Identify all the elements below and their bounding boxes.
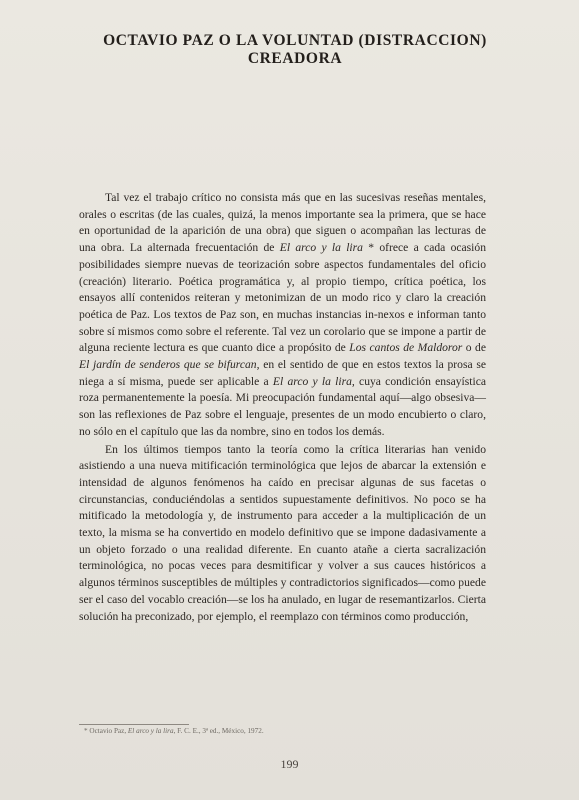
text-run: o de	[462, 341, 487, 355]
page-title	[70, 32, 520, 68]
paragraph-2	[79, 442, 486, 626]
book-title: Los cantos de Maldoror	[349, 341, 463, 355]
text-run: * ofrece a cada ocasión posibilidades siempre nuevas de teorización sobre aspectos fundamentales del oficio (creación) literario. Poética programática y, al propio tiempo, crítica poética, los ensayos allí contenidos reiteran y metonimizan de un modo rico y claro la creación poética de Paz. Los textos de Paz son, en muchas instancias in-nexos e informan tanto sobre sí mismos como sobre el referente. Tal vez un corolario que se impone a partir de alguna reciente lectura es que cuanto dice a propósito de	[79, 241, 486, 355]
title-line-1: OCTAVIO PAZ O LA VOLUNTAD (DISTRACCION)	[103, 32, 487, 50]
title-line-2: CREADORA	[247, 50, 343, 68]
footnote-text: * Octavio Paz,	[84, 727, 128, 735]
footnote-text: , F. C. E., 3ª ed., México, 1972.	[173, 727, 264, 735]
text-run: en el sentido de que en estos textos la prosa se niega a sí misma, puede ser aplicable a	[79, 358, 486, 388]
footnote	[84, 726, 484, 736]
text-run: Tal vez el trabajo crítico no consista más que en las sucesivas reseñas mentales, orales o escritas (de las cuales, quizá, la menos importante sea la primera, que se hace en oportunidad de la aparición de una obra) que siguen o acompañan las lecturas de una obra. La alternada frecuentación de	[79, 191, 486, 255]
text-run: cuya condición ensayística roza permanentemente la poesía. Mi preocupación fundamental aquí—algo obsesiva—son las reflexiones de Paz sobre el lenguaje, presentes de un modo encubierto o claro, no sólo en el capítulo que las da nombre, sino en todos los demás.	[79, 374, 486, 438]
footnote-divider	[79, 724, 189, 725]
book-title: El arco y la lira	[279, 241, 363, 255]
book-title: El jardín de senderos que se bifurcan,	[79, 358, 260, 372]
footnote-book-title: El arco y la lira	[127, 727, 174, 735]
book-title: El arco y la lira,	[272, 374, 355, 388]
text-run: En los últimos tiempos tanto la teoría como la crítica literarias han venido asistiendo a una nueva mitificación terminológica que lejos de abarcar la extensión e intensidad de algunos fenómenos ha caído en precisar algunas de sus facetas o circunstancias, conduciéndolas a sentidos supuestamente definitivos. No poco se ha mitificado la metodología y, de instrumento para acceder a la multiplicación de un texto, la misma se ha convertido en modelo definitivo que se impone dadasivamente a un objeto forzado o una realidad diferente. En cuanto atañe a cierta sacralización terminológica, no pocas veces para desmitificar y volver a sus cauces históricos a algunos términos susceptibles de múltiples y contradictorios significados—como puede ser el caso del vocablo creación—se los ha anulado, en lugar de resemantizarlos. Cierta solución ha preconizado, por ejemplo, el reemplazo con términos como producción,	[79, 442, 486, 623]
body-text	[79, 190, 486, 625]
paragraph-1	[79, 190, 486, 441]
page-number: 199	[280, 757, 299, 771]
